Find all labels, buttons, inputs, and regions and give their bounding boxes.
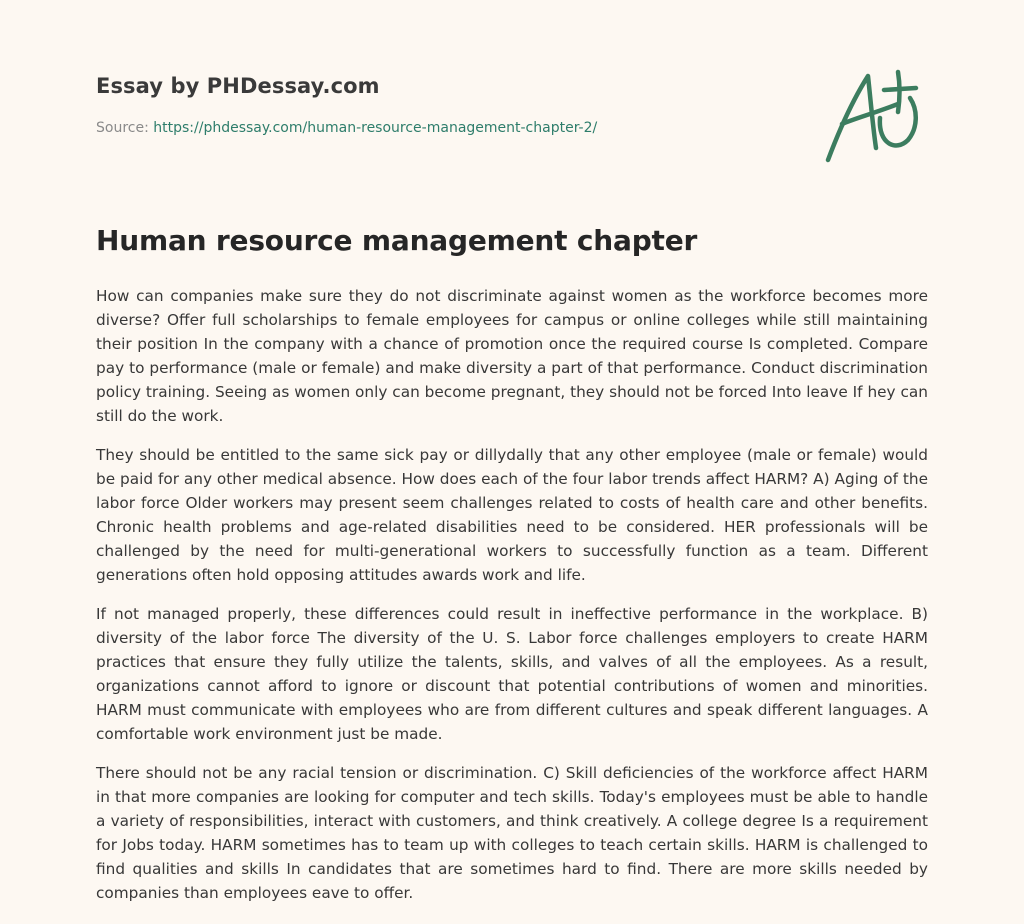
essay-title: Human resource management chapter [96, 224, 698, 257]
source-label: Source: [96, 120, 149, 136]
source-link[interactable]: https://phdessay.com/human-resource-management-chapter-2/ [153, 120, 598, 136]
site-brand: Essay by PHDessay.com [96, 74, 380, 98]
a-plus-grade-icon [818, 66, 930, 166]
essay-paragraph: If not managed properly, these differences could result in ineffective performance in the workplace. B) diversity of the labor force The diversity of the U. S. Labor force challenges employers to create HARM practices that ensure they fully utilize the talents, skills, and valves of all the employees. As a result, organizations cannot afford to ignore or discount that potential contributions of women and minorities. HARM must communicate with employees who are from different cultures and speak different languages. A comfortable work environment just be made. [96, 605, 928, 743]
essay-header [96, 74, 796, 136]
essay-paragraph: How can companies make sure they do not discriminate against women as the workforce becomes more diverse? Offer full scholarships to female employees for campus or online colleges while still maintaining their position In the company with a chance of promotion once the required course Is completed. Compare pay to performance (male or female) and make diversity a part of that performance. Conduct discrimination policy training. Seeing as women only can become pregnant, they should not be forced Into leave If hey can still do the work. [96, 287, 928, 425]
essay-body [96, 284, 928, 920]
essay-paragraph: There should not be any racial tension or discrimination. C) Skill deficiencies of the workforce affect HARM in that more companies are looking for computer and tech skills. Today's employees must be able to handle a variety of responsibilities, interact with customers, and think creatively. A college degree Is a requirement for Jobs today. HARM sometimes has to team up with colleges to teach certain skills. HARM is challenged to find qualities and skills In candidates that are sometimes hard to find. There are more skills needed by companies than employees eave to offer. [96, 764, 928, 902]
essay-paragraph: They should be entitled to the same sick pay or dillydally that any other employee (male or female) would be paid for any other medical absence. How does each of the four labor trends affect HARM? A) Aging of the labor force Older workers may present seem challenges related to costs of health care and other benefits. Chronic health problems and age-related disabilities need to be considered. HER professionals will be challenged by the need for multi-generational workers to successfully function as a team. Different generations often hold opposing attitudes awards work and life. [96, 446, 928, 584]
source-line [96, 120, 796, 136]
